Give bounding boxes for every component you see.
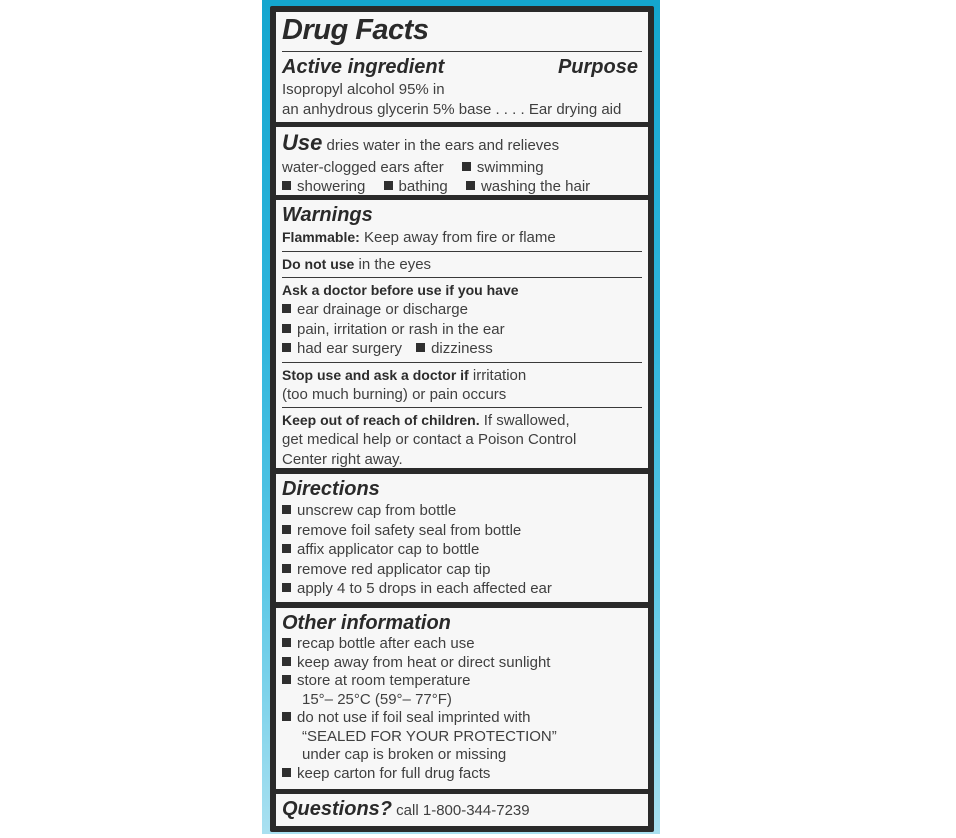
direction-item	[282, 560, 642, 580]
warnings-rule	[282, 277, 642, 278]
bullet-icon	[462, 162, 471, 171]
other-text: keep away from heat or direct sunlight	[297, 653, 551, 671]
flammable-text: Keep away from fire or flame	[359, 229, 556, 246]
ask-item-text: had ear surgery	[297, 340, 403, 357]
use-item: bathing	[398, 178, 448, 195]
ask-item-text: dizziness	[431, 340, 493, 357]
questions-line	[282, 794, 642, 826]
other-item	[282, 765, 642, 784]
do-not-use-label: Do not use	[282, 256, 355, 272]
directions-heading: Directions	[282, 478, 380, 500]
warnings-rule	[282, 362, 642, 363]
title-rule	[282, 51, 642, 52]
bullet-icon	[384, 181, 393, 190]
other-item	[282, 654, 642, 673]
warnings-rule	[282, 407, 642, 408]
use-section	[276, 127, 648, 195]
stop-use-line	[282, 366, 642, 385]
use-item: showering	[297, 178, 366, 195]
flammable-label: Flammable:	[282, 229, 360, 245]
ask-item-text: ear drainage or discharge	[297, 301, 468, 318]
active-ingredient-header-row	[282, 55, 642, 79]
other-item	[282, 635, 642, 654]
other-text: recap bottle after each use	[297, 635, 475, 652]
directions-section	[276, 474, 648, 602]
other-item-continued: under cap is broken or missing	[302, 746, 507, 763]
use-line-2	[282, 158, 642, 177]
ingredient-purpose-line	[282, 100, 642, 120]
direction-item	[282, 540, 642, 560]
bullet-icon	[282, 675, 291, 684]
do-not-use-line	[282, 255, 642, 274]
ask-item	[282, 300, 642, 320]
other-information-heading: Other information	[282, 612, 451, 634]
keep-out-text: If swallowed,	[479, 411, 570, 429]
warnings-section	[276, 200, 648, 468]
bullet-icon	[282, 583, 291, 592]
other-item	[282, 672, 642, 691]
other-item	[282, 709, 642, 728]
bullet-icon	[282, 544, 291, 553]
other-information-section	[276, 608, 648, 789]
ingredient-base: an anhydrous glycerin 5% base	[282, 100, 492, 118]
use-heading: Use	[282, 130, 323, 155]
questions-phone: call 1-800-344-7239	[392, 802, 530, 819]
warnings-heading: Warnings	[282, 204, 373, 226]
stop-use-line-2: (too much burning) or pain occurs	[282, 385, 507, 403]
ask-item-text: pain, irritation or rash in the ear	[297, 320, 505, 338]
other-text: keep carton for full drug facts	[297, 764, 491, 782]
stop-use-label: Stop use and ask a doctor if	[282, 366, 469, 383]
keep-out-line-2: get medical help or contact a Poison Control	[282, 431, 577, 448]
do-not-use-text: in the eyes	[354, 256, 432, 273]
bullet-icon	[282, 564, 291, 573]
direction-text: affix applicator cap to bottle	[297, 541, 480, 558]
flammable-line	[282, 227, 642, 248]
ask-item	[282, 320, 642, 340]
use-item: swimming	[476, 159, 544, 176]
bullet-icon	[282, 505, 291, 514]
other-text: store at room temperature	[297, 672, 471, 689]
direction-text: remove red applicator cap tip	[297, 560, 491, 578]
use-line-1	[282, 131, 642, 158]
use-text: dries water in the ears and relieves	[322, 137, 560, 154]
other-text: do not use if foil seal imprinted with	[297, 709, 531, 726]
ask-item	[282, 339, 642, 359]
use-item: washing the hair	[480, 178, 591, 195]
bullet-icon	[282, 768, 291, 777]
direction-item	[282, 521, 642, 541]
bullet-icon	[282, 712, 291, 721]
leader-dots: . . . .	[491, 100, 529, 118]
bullet-icon	[282, 343, 291, 352]
bullet-icon	[282, 657, 291, 666]
other-item-continued: 15°– 25°C (59°– 77°F)	[302, 690, 452, 708]
direction-text: remove foil safety seal from bottle	[297, 521, 522, 539]
use-line-3	[282, 177, 642, 195]
direction-item	[282, 501, 642, 521]
direction-text: apply 4 to 5 drops in each affected ear	[297, 580, 552, 597]
direction-text: unscrew cap from bottle	[297, 502, 457, 519]
ask-doctor-heading: Ask a doctor before use if you have	[282, 282, 519, 298]
keep-out-line-3: Center right away.	[282, 450, 403, 468]
other-item-continued: “SEALED FOR YOUR PROTECTION”	[302, 727, 557, 745]
bullet-icon	[282, 525, 291, 534]
drug-facts-title: Drug Facts	[282, 14, 429, 46]
bullet-icon	[282, 638, 291, 647]
bullet-icon	[466, 181, 475, 190]
keep-out-line	[282, 411, 642, 431]
questions-heading: Questions?	[282, 798, 393, 820]
keep-out-label: Keep out of reach of children.	[282, 411, 480, 428]
bullet-icon	[282, 181, 291, 190]
bullet-icon	[282, 324, 291, 333]
warnings-rule	[282, 251, 642, 252]
purpose-heading: Purpose	[557, 56, 638, 78]
direction-item	[282, 579, 642, 599]
bullet-icon	[416, 343, 425, 352]
questions-section	[276, 794, 648, 826]
ingredient-line: Isopropyl alcohol 95% in	[282, 81, 445, 98]
use-text-2: water-clogged ears after	[282, 159, 444, 176]
stop-use-text: irritation	[468, 366, 527, 384]
active-ingredient-heading: Active ingredient	[282, 56, 445, 78]
bullet-icon	[282, 304, 291, 313]
purpose-text: Ear drying aid	[528, 100, 622, 118]
active-ingredient-section	[276, 12, 648, 122]
